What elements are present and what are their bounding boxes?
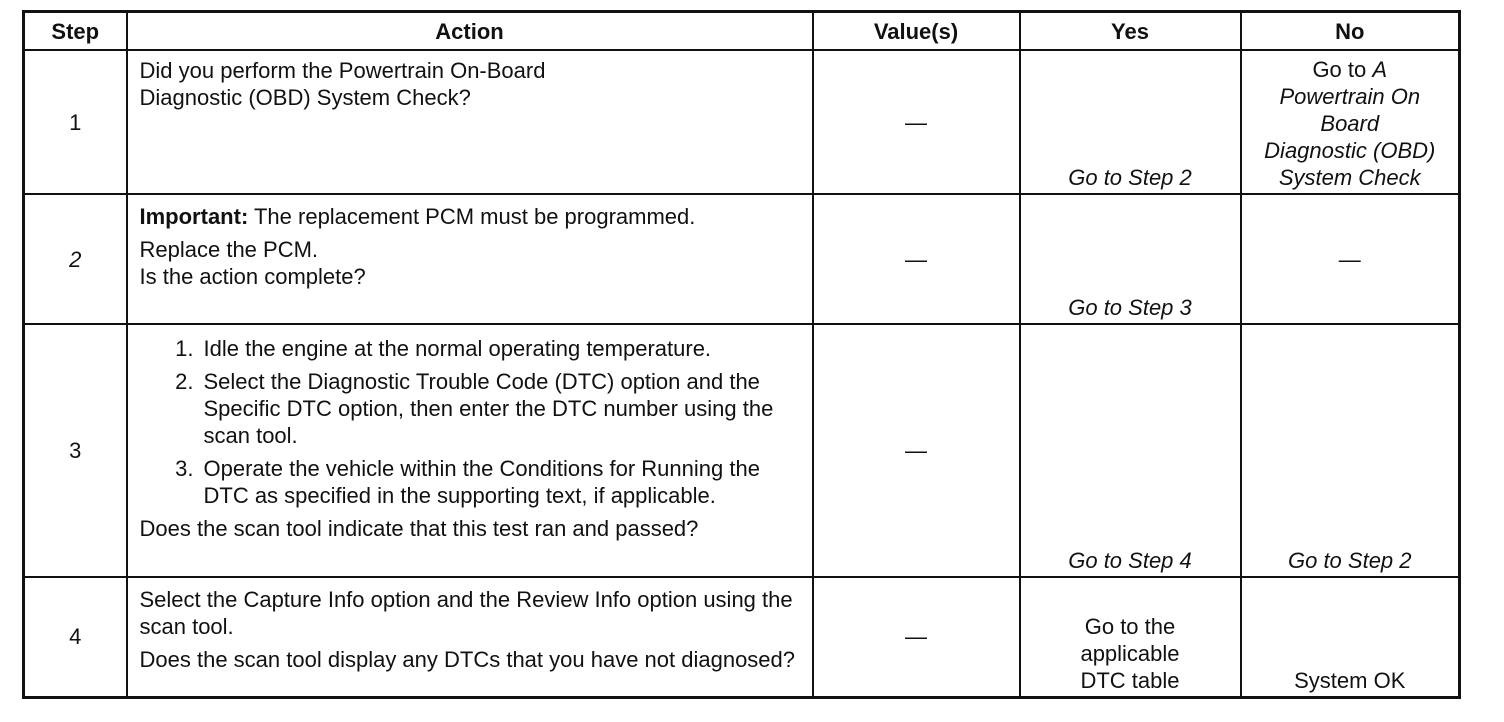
- header-row: [24, 12, 1460, 51]
- value-cell: —: [813, 50, 1020, 194]
- value-cell: —: [813, 324, 1020, 577]
- yes-line: Go to the: [1084, 613, 1176, 639]
- step-number: 3: [24, 324, 127, 577]
- no-line: Board: [1320, 111, 1380, 136]
- no-line: System Check: [1278, 165, 1421, 190]
- important-label: Important:: [139, 204, 249, 229]
- table-row: [24, 577, 1460, 697]
- yes-line: applicable: [1080, 640, 1180, 666]
- list-number: 3.: [175, 456, 194, 481]
- header-yes: Yes: [1020, 12, 1241, 51]
- header-action: Action: [127, 12, 813, 51]
- yes-link-step-4[interactable]: Go to Step 4: [1020, 324, 1241, 577]
- table-row: [24, 50, 1460, 194]
- no-link-obd-check[interactable]: [1241, 50, 1460, 194]
- diagnostic-table: [22, 10, 1461, 699]
- yes-line: DTC table: [1080, 667, 1180, 693]
- no-prefix: Go to: [1312, 57, 1367, 82]
- list-item: [140, 368, 804, 449]
- action-cell: [127, 324, 813, 577]
- header-step: Step: [24, 12, 127, 51]
- no-link-step-2[interactable]: Go to Step 2: [1241, 324, 1460, 577]
- table-row: [24, 324, 1460, 577]
- action-line: Replace the PCM.: [139, 237, 319, 262]
- header-values: Value(s): [813, 12, 1020, 51]
- list-item: [140, 455, 804, 509]
- action-cell: [127, 194, 813, 324]
- action-line: Does the scan tool display any DTCs that you have not diagnosed?: [139, 647, 796, 672]
- list-number: 1.: [175, 336, 194, 361]
- no-line: Powertrain On: [1279, 84, 1421, 109]
- value-cell: —: [813, 577, 1020, 697]
- action-line: Did you perform the Powertrain On-Board: [139, 58, 546, 83]
- table-row: [24, 194, 1460, 324]
- list-text: Idle the engine at the normal operating temperature.: [203, 336, 712, 361]
- procedure-list: [140, 335, 804, 509]
- question-text: Does the scan tool indicate that this test ran and passed?: [139, 516, 699, 541]
- list-text: Select the Diagnostic Trouble Code (DTC) option and the Specific DTC option, then enter the DTC number using the scan tool.: [203, 369, 774, 448]
- no-line: Diagnostic (OBD): [1264, 138, 1436, 163]
- list-item: [140, 335, 804, 362]
- yes-link-step-3[interactable]: Go to Step 3: [1020, 194, 1241, 324]
- action-line: Is the action complete?: [139, 264, 366, 289]
- list-number: 2.: [175, 369, 194, 394]
- step-number: 2: [24, 194, 127, 324]
- important-text: The replacement PCM must be programmed.: [248, 204, 696, 229]
- no-system-ok: System OK: [1241, 577, 1460, 697]
- header-no: No: [1241, 12, 1460, 51]
- list-text: Operate the vehicle within the Conditions for Running the DTC as specified in the supporting text, if applicable.: [203, 456, 760, 508]
- action-line: Diagnostic (OBD) System Check?: [139, 85, 471, 110]
- step-number: 1: [24, 50, 127, 194]
- action-line: Select the Capture Info option and the Review Info option using the scan tool.: [139, 587, 793, 639]
- action-cell: [127, 50, 813, 194]
- no-line: A: [1372, 57, 1388, 82]
- yes-link-dtc-table[interactable]: [1020, 577, 1241, 697]
- value-cell: —: [813, 194, 1020, 324]
- action-cell: [127, 577, 813, 697]
- yes-link-step-2[interactable]: Go to Step 2: [1020, 50, 1241, 194]
- step-number: 4: [24, 577, 127, 697]
- no-cell: —: [1241, 194, 1460, 324]
